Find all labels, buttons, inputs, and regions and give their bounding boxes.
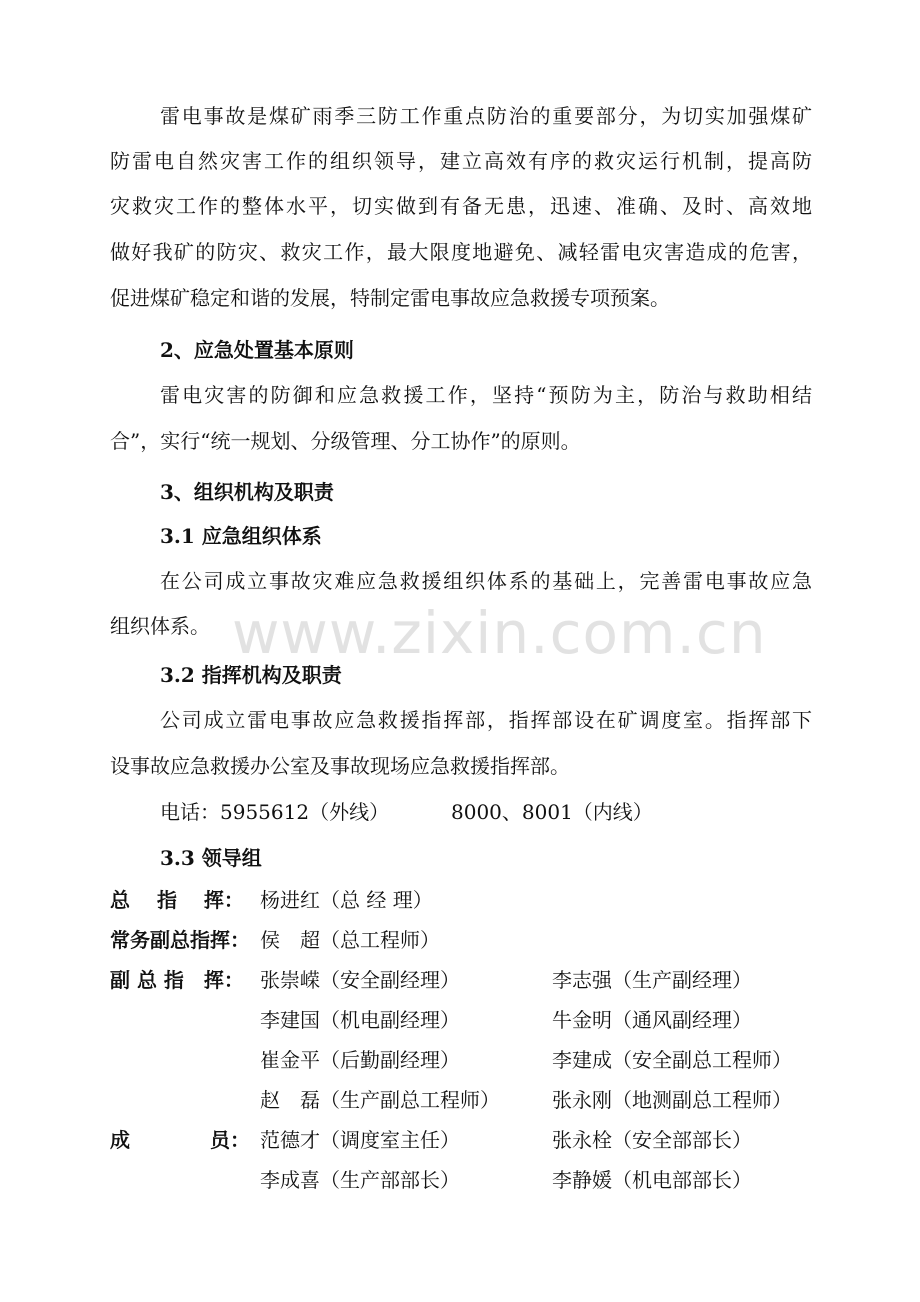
member-label: 成 员： [110, 1128, 250, 1152]
deputy-name: 李建成（安全副总工程师） [552, 1048, 792, 1072]
paragraph-line: 促进煤矿稳定和谐的发展，特制定雷电事故应急救援专项预案。 [110, 286, 670, 310]
paragraph-line: 做好我矿的防灾、救灾工作，最大限度地避免、减轻雷电灾害造成的危害， [110, 240, 812, 264]
commander-label: 总 指 挥： [110, 888, 244, 912]
member-name: 张永栓（安全部部长） [552, 1128, 752, 1152]
commander-name: 杨进红（总 经 理） [260, 888, 433, 912]
exec-deputy-name: 侯 超（总工程师） [260, 928, 440, 952]
deputy-name: 张永刚（地测副总工程师） [552, 1088, 792, 1112]
paragraph-line: 组织体系。 [110, 614, 210, 638]
paragraph-line: 设事故应急救援办公室及事故现场应急救援指挥部。 [110, 754, 570, 778]
paragraph-line: 雷电灾害的防御和应急救援工作，坚持“预防为主，防治与救助相结 [160, 383, 812, 407]
paragraph-line: 防雷电自然灾害工作的组织领导，建立高效有序的救灾运行机制，提高防 [110, 149, 812, 173]
watermark: www.zixin.com.cn [232, 599, 767, 667]
paragraph-line: 雷电事故是煤矿雨季三防工作重点防治的重要部分，为切实加强煤矿 [160, 104, 812, 128]
paragraph-line: 灾救灾工作的整体水平，切实做到有备无患，迅速、准确、及时、高效地 [110, 194, 812, 218]
subsection-heading: 3.1 应急组织体系 [160, 524, 322, 548]
member-name: 范德才（调度室主任） [260, 1128, 460, 1152]
member-name: 李成喜（生产部部长） [260, 1168, 460, 1192]
deputy-name: 张崇嵘（安全副经理） [260, 968, 460, 992]
phone-internal: 8000、8001（内线） [451, 800, 653, 824]
subsection-heading: 3.2 指挥机构及职责 [160, 663, 342, 687]
paragraph-line: 合”，实行“统一规划、分级管理、分工协作”的原则。 [110, 429, 581, 453]
deputy-name: 李志强（生产副经理） [552, 968, 752, 992]
deputy-label: 副 总 指 挥： [110, 968, 244, 992]
deputy-name: 李建国（机电副经理） [260, 1008, 460, 1032]
section-heading: 3、组织机构及职责 [160, 480, 334, 504]
deputy-name: 崔金平（后勤副经理） [260, 1048, 460, 1072]
deputy-name: 牛金明（通风副经理） [552, 1008, 752, 1032]
paragraph-line: 在公司成立事故灾难应急救援组织体系的基础上，完善雷电事故应急 [160, 569, 812, 593]
subsection-heading: 3.3 领导组 [160, 846, 262, 870]
section-heading: 2、应急处置基本原则 [160, 338, 354, 362]
member-name: 李静媛（机电部部长） [552, 1168, 752, 1192]
exec-deputy-label: 常务副总指挥： [110, 928, 250, 952]
paragraph-line: 公司成立雷电事故应急救援指挥部，指挥部设在矿调度室。指挥部下 [160, 708, 812, 732]
phone-external: 电话：5955612（外线） [160, 800, 390, 824]
deputy-name: 赵 磊（生产副总工程师） [260, 1088, 500, 1112]
